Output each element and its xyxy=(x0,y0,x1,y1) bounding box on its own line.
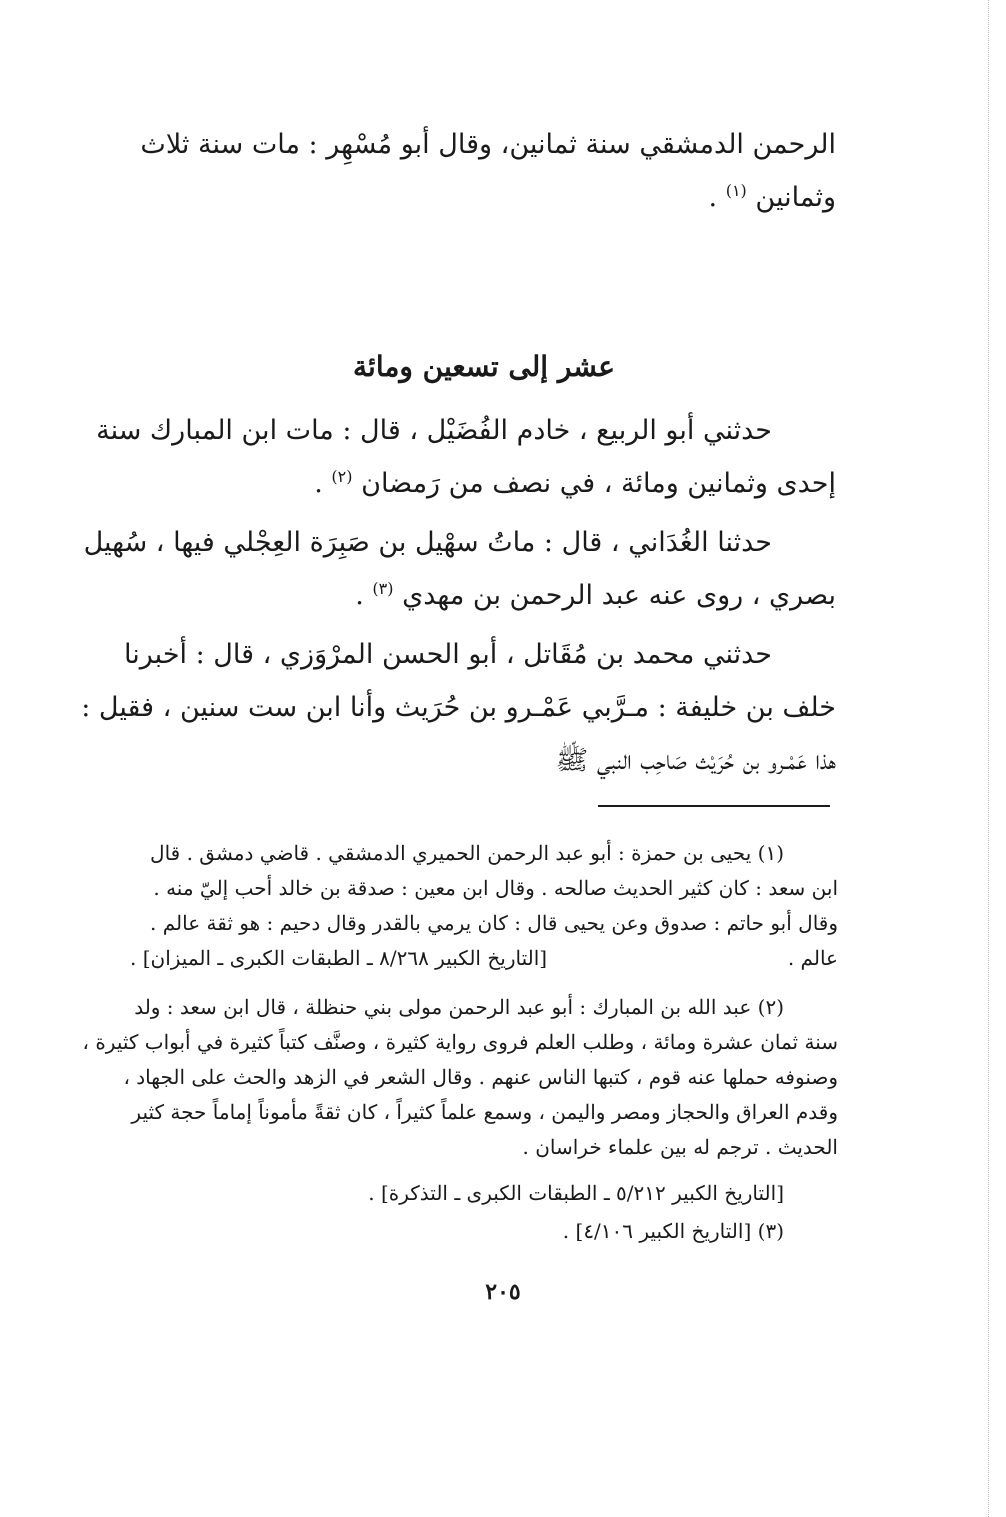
text-line xyxy=(132,171,836,224)
footnote-1 xyxy=(130,836,838,976)
footnote-2 xyxy=(82,990,838,1165)
footnote-line: وقال أبو حاتم : صدوق وعن يحيى قال : كان يرمي بالقدر وقال دحيم : هو ثقة عالم . xyxy=(150,911,838,935)
footnote-line: وصنوفه حملها عنه قوم ، كتبها الناس عنهم . وقال الشعر في الزهد والحث على الجهاد ، xyxy=(123,1065,838,1089)
text-segment: إحدى وثمانين ومائة ، في نصف من رَمضان xyxy=(361,468,836,499)
footnote-line: وقدم العراق والحجاز ومصر واليمن ، وسمع علماً كثيراً ، كان ثقةً مأموناً إماماً حجة كثير xyxy=(131,1100,838,1124)
text-line: خلف بن خليفة : مـرَّبي عَمْـرو بن حُرَيث وأنا ابن ست سنين ، فقيل : xyxy=(81,692,836,723)
footnote-reference[interactable]: (١) xyxy=(725,181,747,200)
text-line: حدثني أبو الربيع ، خادم الفُضَيْل ، قال : مات ابن المبارك سنة xyxy=(96,415,772,446)
text-segment: بصري ، روى عنه عبد الرحمن بن مهدي xyxy=(402,580,836,611)
text-line xyxy=(132,569,836,622)
footnote-line: (٢) عبد الله بن المبارك : أبو عبد الرحمن مولى بني حنظلة ، قال ابن سعد : ولد xyxy=(134,995,784,1019)
paragraph xyxy=(81,628,836,787)
footnote-source: [التاريخ الكبير ٨/٢٦٨ ـ الطبقات الكبرى ـ الميزان] . xyxy=(130,946,548,970)
continuation-paragraph xyxy=(132,118,836,224)
footnote-source: [التاريخ الكبير ٥/٢١٢ ـ الطبقات الكبرى ـ التذكرة] . xyxy=(368,1181,784,1205)
page-number: ٢٠٥ xyxy=(485,1279,521,1305)
text-line: هذا عَمْـرو بن حُرَيْث صَاحِب النبي ﷺ xyxy=(555,745,836,776)
sentence-end: . xyxy=(708,182,726,213)
footnote-text: عالم . xyxy=(787,946,838,970)
text-segment: وثمانين xyxy=(755,182,836,213)
text-line xyxy=(132,457,836,510)
text-line: الرحمن الدمشقي سنة ثمانين، وقال أبو مُسْهِر : مات سنة ثلاث xyxy=(140,129,836,160)
footnote-reference[interactable]: (٣) xyxy=(372,579,394,598)
footnote-2-source xyxy=(130,1176,838,1211)
sentence-end: . xyxy=(314,468,332,499)
footnote-separator xyxy=(598,805,830,807)
section-heading: عشر إلى تسعين ومائة xyxy=(353,350,615,383)
footnote-line: الحديث . ترجم له بين علماء خراسان . xyxy=(522,1135,838,1159)
footnote-line xyxy=(130,941,838,976)
footnote-reference[interactable]: (٢) xyxy=(331,467,353,486)
sentence-end: . xyxy=(355,580,373,611)
paragraph xyxy=(96,404,836,510)
footnote-line: ابن سعد : كان كثير الحديث صالحه . وقال ابن معين : صدقة بن خالد أحب إليّ منه . xyxy=(153,876,838,900)
text-line: حدثني محمد بن مُقَاتل ، أبو الحسن المرْوَزي ، قال : أخبرنا xyxy=(124,639,772,670)
footnote-line: (١) يحيى بن حمزة : أبو عبد الرحمن الحميري الدمشقي . قاضي دمشق . قال xyxy=(150,841,784,865)
paragraph xyxy=(83,516,836,622)
text-line: حدثنا الغُدَاني ، قال : ماتُ سهْيل بن صَبِرَة العِجْلي فيها ، سُهيل xyxy=(83,527,772,558)
footnote-line: سنة ثمان عشرة ومائة ، وطلب العلم فروى رواية كثيرة ، وصنَّف كتباً كثيرة في أبواب كثيرة ، xyxy=(82,1030,838,1054)
footnote-line: (٣) [التاريخ الكبير ٤/١٠٦] . xyxy=(562,1219,784,1243)
scan-edge xyxy=(988,0,989,1517)
footnote-3 xyxy=(130,1214,838,1249)
